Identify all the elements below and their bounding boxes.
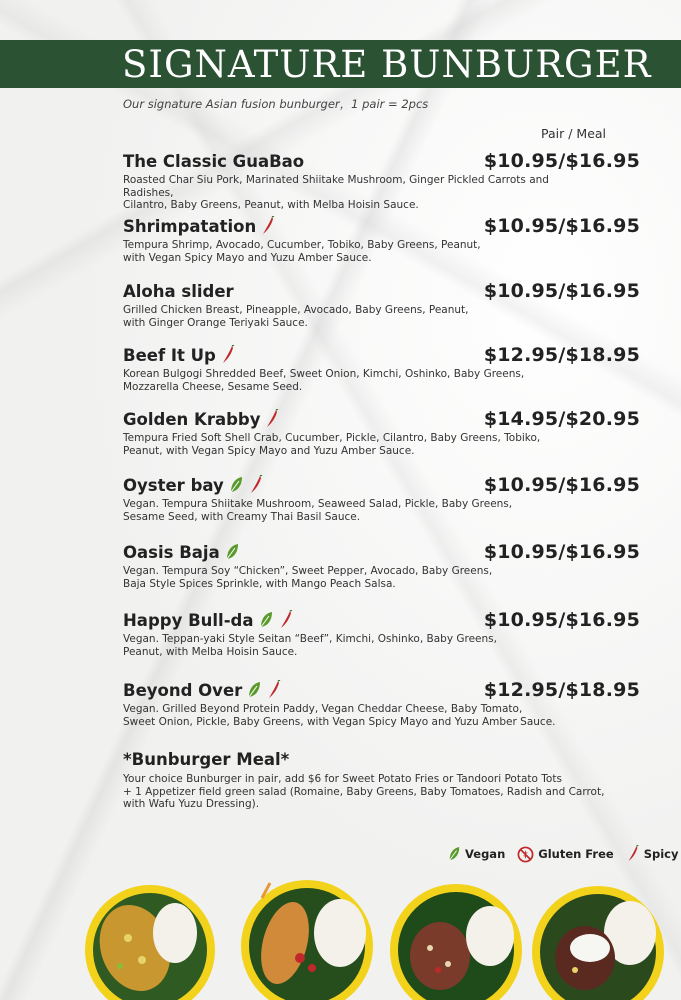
menu-item (123, 474, 643, 523)
item-name: Beyond Over (123, 680, 243, 700)
meal-description: with Wafu Yuzu Dressing). (123, 798, 260, 810)
vegan-leaf-icon (246, 680, 262, 700)
item-name: Aloha slider (123, 281, 234, 301)
vegan-leaf-icon (258, 610, 274, 630)
item-description: Mozzarella Cheese, Sesame Seed. (123, 380, 303, 393)
item-name: Happy Bull-da (123, 610, 254, 630)
menu-item (123, 408, 643, 457)
item-price: $10.95/$16.95 (483, 280, 640, 302)
item-description: Vegan. Grilled Beyond Protein Paddy, Vegan Cheddar Cheese, Baby Tomato, (123, 703, 523, 715)
item-name: Golden Krabby (123, 409, 261, 429)
item-description: with Ginger Orange Teriyaki Sauce. (123, 316, 308, 329)
menu-subtitle: Our signature Asian fusion bunburger，1 pair = 2pcs (123, 97, 429, 111)
page-title: SIGNATURE BUNBURGER (122, 43, 652, 86)
item-description: Baja Style Spices Sprinkle, with Mango Peach Salsa. (123, 577, 396, 590)
item-description: Vegan. Teppan-yaki Style Seitan “Beef”, Kimchi, Oshinko, Baby Greens, (123, 633, 497, 645)
item-description: Cilantro, Baby Greens, Peanut, with Melba Hoisin Sauce. (123, 199, 419, 211)
menu-item (123, 215, 643, 264)
chili-pepper-icon (278, 610, 294, 630)
item-description: Vegan. Tempura Shiitake Mushroom, Seaweed Salad, Pickle, Baby Greens, (123, 498, 513, 510)
meal-section (123, 750, 643, 811)
item-description: Peanut, with Vegan Spicy Mayo and Yuzu Amber Sauce. (123, 444, 415, 457)
chili-pepper-icon (626, 845, 640, 863)
item-description: with Vegan Spicy Mayo and Yuzu Amber Sauce. (123, 251, 372, 264)
vegan-leaf-icon (228, 475, 244, 495)
legend-gluten-free-label: Gluten Free (538, 847, 614, 861)
chili-pepper-icon (248, 475, 264, 495)
chili-pepper-icon (266, 680, 282, 700)
item-price: $12.95/$18.95 (483, 679, 640, 701)
item-price: $12.95/$18.95 (483, 344, 640, 366)
price-column-label: Pair / Meal (541, 126, 607, 141)
chili-pepper-icon (220, 345, 236, 365)
item-name: Oasis Baja (123, 542, 220, 562)
item-description: Grilled Chicken Breast, Pineapple, Avocado, Baby Greens, Peanut, (123, 304, 469, 316)
food-bowl-image (532, 886, 664, 1000)
item-description: Roasted Char Siu Pork, Marinated Shiitake Mushroom, Ginger Pickled Carrots and Radishes, (123, 174, 549, 199)
food-bowl-image (85, 885, 215, 1000)
meal-description: + 1 Appetizer field green salad (Romaine, Baby Greens, Baby Tomatoes, Radish and Carrot, (123, 785, 605, 798)
item-description: Vegan. Tempura Soy “Chicken”, Sweet Pepper, Avocado, Baby Greens, (123, 565, 493, 577)
item-name: Beef It Up (123, 345, 216, 365)
dietary-legend (447, 845, 678, 863)
legend-vegan-label: Vegan (465, 847, 506, 861)
chili-pepper-icon (264, 409, 280, 429)
item-description: Tempura Fried Soft Shell Crab, Cucumber, Pickle, Cilantro, Baby Greens, Tobiko, (123, 432, 541, 444)
item-price: $10.95/$16.95 (483, 541, 640, 563)
menu-item (123, 344, 643, 393)
item-description: Sweet Onion, Pickle, Baby Greens, with Vegan Spicy Mayo and Yuzu Amber Sauce. (123, 715, 556, 728)
menu-item (123, 150, 643, 212)
item-name: The Classic GuaBao (123, 151, 305, 171)
item-description: Peanut, with Melba Hoisin Sauce. (123, 645, 298, 658)
item-price: $10.95/$16.95 (483, 215, 640, 237)
food-bowl-image (390, 884, 522, 1000)
menu-item (123, 679, 643, 728)
menu-item (123, 541, 643, 590)
vegan-leaf-icon (224, 542, 240, 562)
item-description: Korean Bulgogi Shredded Beef, Sweet Onion, Kimchi, Oshinko, Baby Greens, (123, 368, 525, 380)
item-price: $10.95/$16.95 (483, 609, 640, 631)
item-description: Sesame Seed, with Creamy Thai Basil Sauce. (123, 510, 361, 523)
item-name: Oyster bay (123, 475, 224, 495)
item-name: Shrimpatation (123, 216, 257, 236)
item-price: $10.95/$16.95 (483, 150, 640, 172)
item-price: $10.95/$16.95 (483, 474, 640, 496)
meal-description: Your choice Bunburger in pair, add $6 for Sweet Potato Fries or Tandoori Potato Tots (123, 773, 562, 785)
meal-title: *Bunburger Meal* (123, 750, 290, 769)
item-description: Tempura Shrimp, Avocado, Cucumber, Tobiko, Baby Greens, Peanut, (123, 239, 481, 251)
food-bowl-image (241, 880, 373, 1000)
chili-pepper-icon (260, 216, 276, 236)
food-bowls-photo (0, 878, 681, 1000)
gluten-free-icon (517, 846, 534, 863)
item-price: $14.95/$20.95 (483, 408, 640, 430)
menu-item (123, 280, 643, 329)
vegan-leaf-icon (447, 845, 461, 863)
menu-item (123, 609, 643, 658)
legend-spicy-label: Spicy (643, 847, 679, 861)
